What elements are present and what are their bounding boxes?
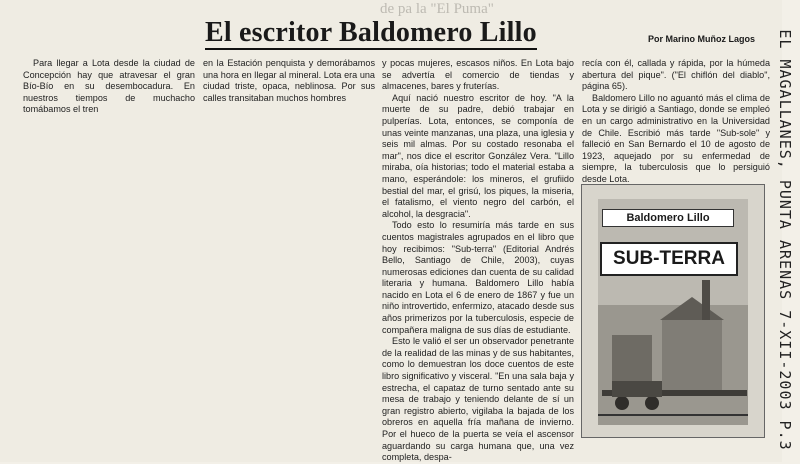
article-title: El escritor Baldomero Lillo <box>205 17 537 48</box>
book-cover-image <box>581 184 765 438</box>
paragraph: Baldomero Lillo no aguantó más el clima de Lota y se dirigió a Santiago, donde se empleó en un cargo administrativo en la Universidad de Chile. Escribió más tarde "Sub-sole" y falleció en San Bernardo el 10 de agosto de 1923, aquejado por su enfermedad de siempre, la tuberculosis que lo persiguió desde Lota. <box>582 92 770 184</box>
handwritten-note-text: EL MAGALLANES, PUNTA ARENAS 7-XII-2003 P.3 <box>776 29 794 451</box>
previous-article-strip: de pa la "El Puma" <box>380 1 494 17</box>
column-2 <box>203 58 375 104</box>
paragraph: Aquí nació nuestro escritor de hoy. "A la muerte de su padre, debió trabajar en pulperías. Lota, entonces, se componía de unas veinte manzanas, una plaza, una iglesia y seis mil almas. Por su costado resonaba el mar", nos dice el escritor González Vera. "Lillo miraba, oía historias; todo el material estaba a mano, esperándole: los mineros, el grufiido bestial del mar, el grisú, los piques, la miseria, el fatalismo, el viento negro del carbón, el alcohol, la desgracia". <box>382 92 574 219</box>
paragraph: recía con él, callada y rápida, por la húmeda abertura del pique". ("El chiflón del diablo", página 65). <box>582 58 770 92</box>
paragraph: Todo esto lo resumiría más tarde en sus cuentos magistrales agrupados en el libro que hoy recibimos: "Sub-terra" (Editorial Andrés Bello, Santiago de Chile, 2003), cuyas numerosas ediciones dan cuenta de su calidad literaria y humana. Baldomero Lillo había nacido en Lota el 6 de enero de 1867 y fue un niño introvertido, enfermizo, atacado desde sus años primerizos por la tuberculosis, especie de compañera maligna de sus días de estudiante. <box>382 220 574 335</box>
cover-book-title: SUB-TERRA <box>600 242 738 276</box>
paragraph: Esto le valió el ser un observador penetrante de la realidad de las minas y de sus habitantes, como lo demuestran los doce cuentos de este libro significativo y visceral. "En una sala baja y estrecha, el capataz de turno sentado ante su mesa de trabajo y teniendo delante de sí un gran registro abierto, vigilaba la bajada de los obreros en aquella fría mañana de invierno. Por el hueco de la puerta se veía el ascensor aguardando su carga humana que, una vez completa, despa- <box>382 336 574 463</box>
byline: Por Marino Muñoz Lagos <box>648 34 755 44</box>
paragraph: Para llegar a Lota desde la ciudad de Concepción hay que atravesar el gran Bío-Bío en su desembocadura. En nuestros tiempos de muchacho tomábamos el tren <box>23 58 195 115</box>
column-4 <box>582 58 770 186</box>
cover-author: Baldomero Lillo <box>602 209 734 227</box>
column-3 <box>382 58 574 464</box>
handwritten-source-note <box>770 30 800 450</box>
paragraph: y pocas mujeres, escasos niños. En Lota bajo se advertía el comercio de tiendas y almacenes, bares y fruterías. <box>382 58 574 92</box>
paragraph: en la Estación penquista y demorábamos una hora en llegar al mineral. Lota era una ciudad triste, opaca, neblinosa. Por sus calles transitaban muchos hombres <box>203 58 375 103</box>
column-1 <box>23 58 195 116</box>
